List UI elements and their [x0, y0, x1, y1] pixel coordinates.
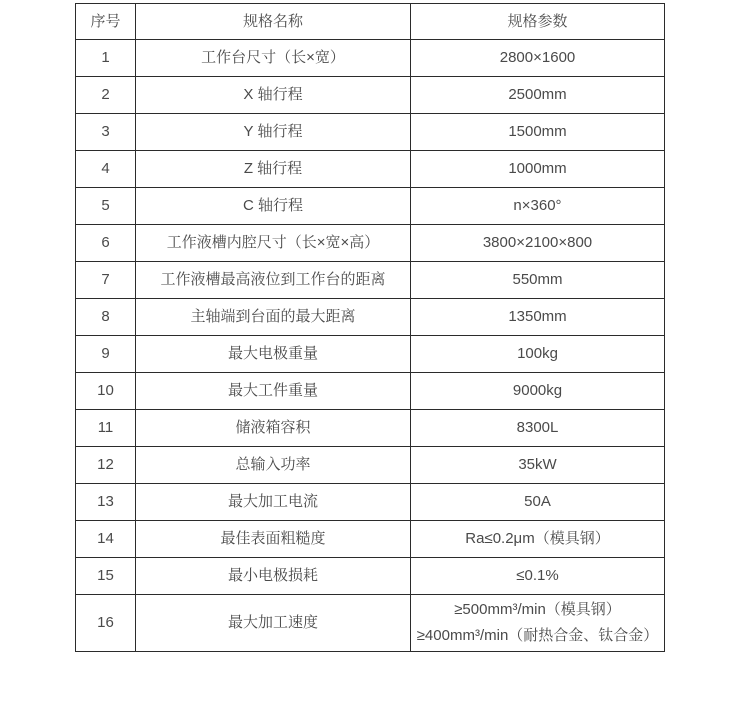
row-number-cell: 5 [76, 188, 136, 225]
row-number-cell: 8 [76, 299, 136, 336]
spec-table [75, 3, 665, 652]
spec-value-cell: 100kg [411, 336, 665, 373]
row-number-cell: 4 [76, 151, 136, 188]
header-cell-number: 序号 [76, 4, 136, 40]
spec-value-cell: 550mm [411, 262, 665, 299]
row-number-cell: 12 [76, 447, 136, 484]
spec-name-cell: 工作液槽内腔尺寸（长×宽×高） [136, 225, 411, 262]
row-number-cell: 14 [76, 521, 136, 558]
spec-name-cell: 主轴端到台面的最大距离 [136, 299, 411, 336]
spec-name-cell: 最佳表面粗糙度 [136, 521, 411, 558]
table-row [76, 373, 665, 410]
table-row [76, 336, 665, 373]
table-row [76, 188, 665, 225]
row-number-cell: 6 [76, 225, 136, 262]
spec-name-cell: 最大加工速度 [136, 595, 411, 652]
spec-table-head [76, 4, 665, 40]
spec-value-cell: 1500mm [411, 114, 665, 151]
spec-value-cell: 2800×1600 [411, 40, 665, 77]
spec-value-cell: 1000mm [411, 151, 665, 188]
row-number-cell: 10 [76, 373, 136, 410]
table-row [76, 558, 665, 595]
spec-value-cell: 9000kg [411, 373, 665, 410]
spec-value-cell: 35kW [411, 447, 665, 484]
table-row [76, 114, 665, 151]
spec-name-cell: C 轴行程 [136, 188, 411, 225]
table-row [76, 151, 665, 188]
row-number-cell: 3 [76, 114, 136, 151]
table-row [76, 262, 665, 299]
table-row [76, 40, 665, 77]
row-number-cell: 16 [76, 595, 136, 652]
spec-name-cell: 最大电极重量 [136, 336, 411, 373]
spec-value-line: ≥500mm³/min（模具钢） [454, 601, 621, 618]
spec-value-cell: n×360° [411, 188, 665, 225]
table-row [76, 225, 665, 262]
table-row [76, 521, 665, 558]
spec-table-container [75, 3, 665, 652]
table-row [76, 484, 665, 521]
row-number-cell: 2 [76, 77, 136, 114]
row-number-cell: 13 [76, 484, 136, 521]
header-row [76, 4, 665, 40]
spec-value-cell: Ra≤0.2μm（模具钢） [411, 521, 665, 558]
spec-value-cell: 1350mm [411, 299, 665, 336]
spec-name-cell: 最小电极损耗 [136, 558, 411, 595]
spec-name-cell: 储液箱容积 [136, 410, 411, 447]
row-number-cell: 9 [76, 336, 136, 373]
spec-table-body [76, 40, 665, 652]
spec-value-cell: 50A [411, 484, 665, 521]
row-number-cell: 7 [76, 262, 136, 299]
spec-name-cell: Y 轴行程 [136, 114, 411, 151]
spec-name-cell: X 轴行程 [136, 77, 411, 114]
spec-name-cell: 工作液槽最高液位到工作台的距离 [136, 262, 411, 299]
spec-value-line: ≥400mm³/min（耐热合金、钛合金） [416, 627, 659, 644]
header-cell-spec-value: 规格参数 [411, 4, 665, 40]
table-row [76, 299, 665, 336]
spec-name-cell: 最大加工电流 [136, 484, 411, 521]
table-row [76, 595, 665, 652]
row-number-cell: 1 [76, 40, 136, 77]
table-row [76, 410, 665, 447]
table-row [76, 447, 665, 484]
spec-name-cell: Z 轴行程 [136, 151, 411, 188]
spec-value-cell: 2500mm [411, 77, 665, 114]
table-row [76, 77, 665, 114]
spec-value-cell: 8300L [411, 410, 665, 447]
row-number-cell: 15 [76, 558, 136, 595]
spec-value-cell: ≤0.1% [411, 558, 665, 595]
spec-value-cell [411, 595, 665, 652]
header-cell-spec-name: 规格名称 [136, 4, 411, 40]
spec-name-cell: 总输入功率 [136, 447, 411, 484]
row-number-cell: 11 [76, 410, 136, 447]
spec-name-cell: 最大工件重量 [136, 373, 411, 410]
spec-value-cell: 3800×2100×800 [411, 225, 665, 262]
spec-name-cell: 工作台尺寸（长×宽） [136, 40, 411, 77]
